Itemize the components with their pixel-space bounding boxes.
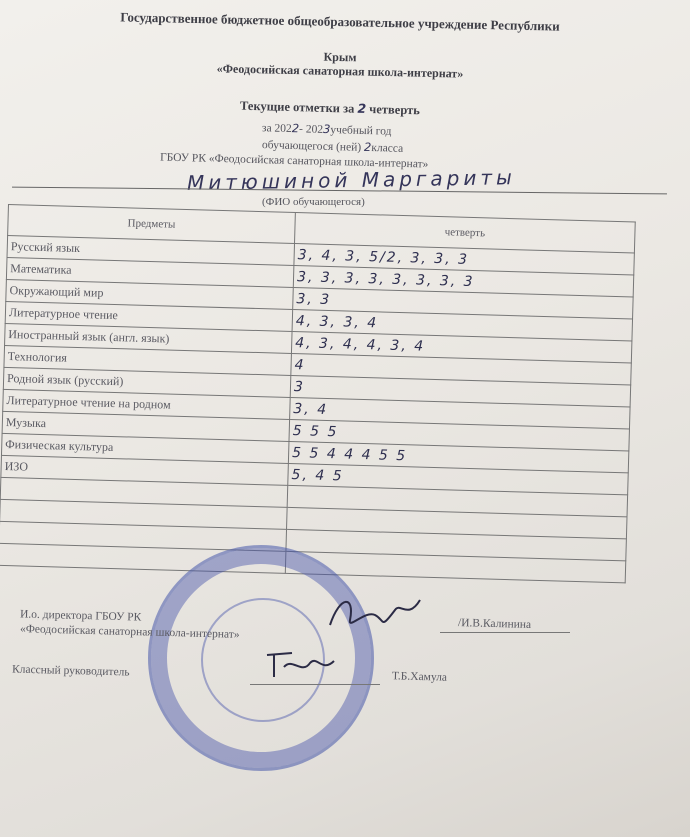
year-prefix: за 202 [261, 122, 292, 136]
grades-cell: 5, 4 5 [288, 463, 628, 494]
grades-cell: 5 5 4 4 4 5 5 [288, 441, 628, 472]
subject-cell: Математика [6, 257, 294, 287]
subject-cell: Музыка [2, 411, 290, 441]
director-signature [320, 590, 430, 640]
grades-cell: 3 [290, 375, 630, 406]
grades-cell: 3, 4, 3, 5/2, 3, 3, 3 [294, 244, 634, 275]
subject-cell: Родной язык (русский) [3, 367, 291, 397]
subject-cell: Физическая культура [1, 433, 289, 463]
subject-cell: Окружающий мир [6, 279, 294, 309]
quarter-number: 2 [357, 100, 367, 116]
director-sign-line [440, 632, 570, 633]
title-suffix: четверть [369, 102, 421, 118]
teacher-sign-line [250, 684, 380, 685]
grades-cell: 5 5 5 [289, 419, 629, 450]
class-prefix: обучающегося (ней) [261, 139, 362, 154]
subject-cell: Технология [4, 345, 292, 375]
class-suffix: класса [371, 142, 404, 155]
fio-caption: (ФИО обучающегося) [262, 196, 365, 208]
org-name-line3: «Феодосийская санаторная школа-интернат» [216, 61, 464, 81]
director-name: /И.В.Калинина [457, 617, 532, 631]
subject-cell: Литературное чтение [5, 301, 293, 331]
grades-cell: 4, 3, 3, 4 [292, 309, 632, 340]
org-name-line2: Крым [323, 49, 357, 65]
subject-cell: ИЗО [1, 455, 289, 485]
grades-cell: 3, 3 [293, 287, 633, 318]
class-line [262, 137, 404, 155]
year-start-digit: 2 [291, 121, 300, 136]
grades-cell: 3, 4 [290, 397, 630, 428]
report-title [240, 98, 420, 119]
teacher-label: Классный руководитель [11, 663, 130, 679]
title-prefix: Текущие отметки за [239, 98, 355, 116]
class-number: 2 [363, 139, 372, 155]
director-title-line2: «Феодосийская санаторная школа-интернат» [19, 623, 240, 641]
teacher-signature [262, 645, 342, 685]
teacher-name: Т.Б.Хамула [391, 670, 448, 684]
org-name-line1: Государственное бюджетное общеобразовательное учреждение Республики [120, 9, 560, 34]
school-year [262, 120, 392, 137]
student-name: Митюшиной Маргариты [186, 165, 516, 195]
student-name-field [12, 165, 672, 195]
grades-cell: 4 [291, 353, 631, 384]
grades-cell: 4, 3, 4, 4, 3, 4 [291, 331, 631, 362]
header-subjects: Предметы [8, 205, 296, 244]
school-name: ГБОУ РК «Феодосийская санаторная школа-интернат» [159, 151, 429, 171]
year-end-digit: 3 [322, 121, 331, 137]
grades-table [0, 204, 636, 583]
year-suffix: учебный год [330, 124, 392, 138]
grades-cell: 3, 3, 3, 3, 3, 3, 3, 3 [293, 266, 633, 297]
year-mid: - 202 [298, 123, 324, 136]
header-quarter: четверть [295, 213, 636, 253]
subject-cell: Литературное чтение на родном [3, 389, 291, 419]
subject-cell: Русский язык [7, 236, 295, 266]
director-title-line1: И.о. директора ГБОУ РК [19, 608, 142, 624]
subject-cell: Иностранный язык (англ. язык) [5, 323, 293, 353]
